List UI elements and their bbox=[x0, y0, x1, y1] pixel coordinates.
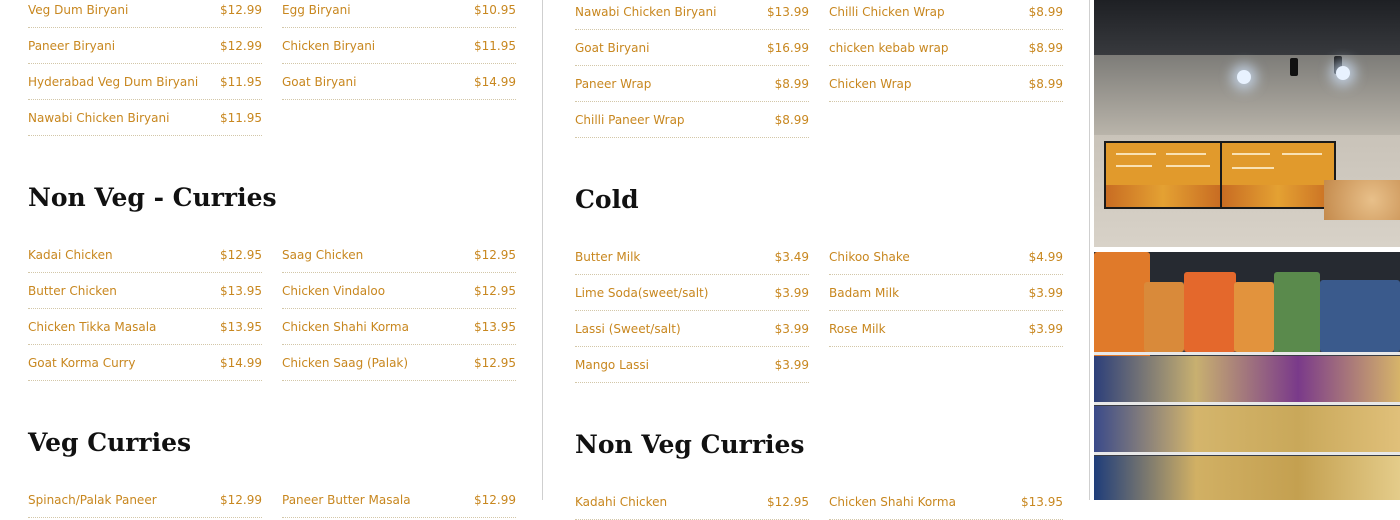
product-packet bbox=[1274, 272, 1320, 354]
menu-item-name: Kadai Chicken bbox=[28, 248, 113, 262]
menu-item-name: Veg Dum Biryani bbox=[28, 3, 129, 17]
menu-item bbox=[575, 30, 809, 66]
menu-item bbox=[575, 239, 809, 275]
menu-item-name: Goat Biryani bbox=[575, 41, 650, 55]
menu-item-name: Chicken Biryani bbox=[282, 39, 376, 53]
menu-item-name: Kadahi Chicken bbox=[575, 495, 668, 509]
menu-panel-left bbox=[0, 0, 542, 507]
menu-item bbox=[575, 66, 809, 102]
menu-item-price: $14.99 bbox=[220, 356, 262, 370]
menu-item-price: $13.95 bbox=[220, 320, 262, 334]
menu-item-price: $3.99 bbox=[774, 358, 809, 372]
menu-item-name: Paneer Wrap bbox=[575, 77, 652, 91]
column-divider bbox=[1089, 0, 1090, 500]
menu-item-name: Hyderabad Veg Dum Biryani bbox=[28, 75, 199, 89]
menu-item-price: $12.99 bbox=[220, 39, 262, 53]
menu-item-price: $14.99 bbox=[474, 75, 516, 89]
section-heading-veg-curries: Veg Curries bbox=[28, 428, 192, 457]
menu-item-name: Chicken Vindaloo bbox=[282, 284, 386, 298]
menu-item bbox=[575, 347, 809, 383]
menu-board bbox=[1220, 141, 1336, 209]
ceiling bbox=[1094, 0, 1400, 60]
product-packet bbox=[1320, 280, 1400, 352]
menu-item bbox=[282, 237, 516, 273]
menu-item-name: Chicken Tikka Masala bbox=[28, 320, 157, 334]
menu-item bbox=[282, 0, 516, 28]
menu-item bbox=[28, 345, 262, 381]
menu-item bbox=[829, 0, 1063, 30]
menu-item bbox=[28, 100, 262, 136]
menu-item-price: $12.95 bbox=[474, 284, 516, 298]
light-glow bbox=[1336, 66, 1350, 80]
menu-item-price: $8.99 bbox=[1028, 41, 1063, 55]
menu-item-price: $3.99 bbox=[774, 286, 809, 300]
menu-item-price: $3.99 bbox=[1028, 286, 1063, 300]
menu-item bbox=[575, 311, 809, 347]
menu-item-name: Rose Milk bbox=[829, 322, 886, 336]
section-heading-non-veg-curries-2: Non Veg Curries bbox=[575, 430, 805, 459]
menu-item bbox=[28, 0, 262, 28]
menu-item bbox=[829, 66, 1063, 102]
menu-item bbox=[282, 273, 516, 309]
menu-item bbox=[28, 64, 262, 100]
menu-item bbox=[28, 482, 262, 518]
product-packet bbox=[1234, 282, 1274, 352]
menu-item bbox=[575, 0, 809, 30]
menu-panel-middle bbox=[543, 0, 1089, 509]
menu-item-name: Nawabi Chicken Biryani bbox=[28, 111, 170, 125]
menu-item-name: Chicken Shahi Korma bbox=[282, 320, 409, 334]
menu-item-price: $8.99 bbox=[774, 113, 809, 127]
menu-item bbox=[829, 239, 1063, 275]
menu-item bbox=[282, 482, 516, 518]
menu-item-price: $12.99 bbox=[220, 493, 262, 507]
menu-item-price: $11.95 bbox=[220, 111, 262, 125]
menu-item bbox=[575, 102, 809, 138]
menu-item-price: $11.95 bbox=[474, 39, 516, 53]
menu-item-price: $12.99 bbox=[220, 3, 262, 17]
product-packet bbox=[1184, 272, 1236, 352]
menu-item-name: Paneer Biryani bbox=[28, 39, 116, 53]
menu-item-price: $3.49 bbox=[774, 250, 809, 264]
menu-item-name: Lime Soda(sweet/salt) bbox=[575, 286, 709, 300]
menu-item-price: $8.99 bbox=[1028, 5, 1063, 19]
menu-item-name: Chilli Paneer Wrap bbox=[575, 113, 685, 127]
menu-item-name: Spinach/Palak Paneer bbox=[28, 493, 157, 507]
menu-item-price: $11.95 bbox=[220, 75, 262, 89]
menu-item-name: Lassi (Sweet/salt) bbox=[575, 322, 681, 336]
menu-item-price: $12.95 bbox=[220, 248, 262, 262]
menu-item-name: Chilli Chicken Wrap bbox=[829, 5, 945, 19]
menu-item bbox=[575, 484, 809, 520]
menu-item bbox=[28, 273, 262, 309]
menu-item-name: Badam Milk bbox=[829, 286, 900, 300]
menu-item-name: Butter Chicken bbox=[28, 284, 117, 298]
menu-item bbox=[282, 309, 516, 345]
product-packet bbox=[1144, 282, 1184, 352]
menu-item-name: Butter Milk bbox=[575, 250, 641, 264]
menu-item-price: $13.99 bbox=[767, 5, 809, 19]
menu-item-name: Mango Lassi bbox=[575, 358, 649, 372]
menu-item bbox=[282, 28, 516, 64]
menu-item bbox=[28, 309, 262, 345]
menu-item-name: Egg Biryani bbox=[282, 3, 351, 17]
menu-item bbox=[829, 275, 1063, 311]
grocery-shelf-photo bbox=[1094, 252, 1400, 500]
menu-item-name: Chikoo Shake bbox=[829, 250, 910, 264]
menu-board bbox=[1104, 141, 1222, 209]
menu-item bbox=[28, 237, 262, 273]
menu-item-price: $12.95 bbox=[474, 356, 516, 370]
menu-item bbox=[282, 345, 516, 381]
shelf-edge bbox=[1094, 402, 1400, 405]
menu-item-name: Goat Korma Curry bbox=[28, 356, 136, 370]
menu-item-name: Saag Chicken bbox=[282, 248, 364, 262]
wall bbox=[1094, 55, 1400, 135]
menu-item-price: $12.99 bbox=[474, 493, 516, 507]
menu-item-name: chicken kebab wrap bbox=[829, 41, 949, 55]
light-glow bbox=[1237, 70, 1251, 84]
menu-item-price: $8.99 bbox=[1028, 77, 1063, 91]
menu-item bbox=[829, 311, 1063, 347]
section-heading-non-veg-curries: Non Veg - Curries bbox=[28, 183, 277, 212]
menu-item-price: $4.99 bbox=[1028, 250, 1063, 264]
menu-item-price: $3.99 bbox=[1028, 322, 1063, 336]
section-heading-cold: Cold bbox=[575, 185, 639, 214]
menu-item bbox=[575, 275, 809, 311]
menu-item bbox=[829, 484, 1063, 520]
menu-item-price: $13.95 bbox=[474, 320, 516, 334]
menu-item-name: Goat Biryani bbox=[282, 75, 357, 89]
restaurant-interior-photo bbox=[1094, 0, 1400, 247]
track-light-icon bbox=[1290, 58, 1298, 76]
menu-item-name: Chicken Wrap bbox=[829, 77, 912, 91]
shelf-edge bbox=[1094, 452, 1400, 455]
menu-item-name: Chicken Shahi Korma bbox=[829, 495, 956, 509]
menu-item-name: Paneer Butter Masala bbox=[282, 493, 411, 507]
menu-item-price: $10.95 bbox=[474, 3, 516, 17]
menu-item-name: Nawabi Chicken Biryani bbox=[575, 5, 717, 19]
menu-item-price: $12.95 bbox=[474, 248, 516, 262]
menu-item-price: $13.95 bbox=[1021, 495, 1063, 509]
shelf-edge bbox=[1094, 352, 1400, 355]
menu-item-price: $3.99 bbox=[774, 322, 809, 336]
menu-item-price: $8.99 bbox=[774, 77, 809, 91]
menu-item-price: $16.99 bbox=[767, 41, 809, 55]
menu-item-name: Chicken Saag (Palak) bbox=[282, 356, 409, 370]
menu-item bbox=[28, 28, 262, 64]
menu-item-price: $12.95 bbox=[767, 495, 809, 509]
menu-item bbox=[829, 30, 1063, 66]
menu-item-price: $13.95 bbox=[220, 284, 262, 298]
menu-item bbox=[282, 64, 516, 100]
food-counter bbox=[1324, 180, 1400, 220]
